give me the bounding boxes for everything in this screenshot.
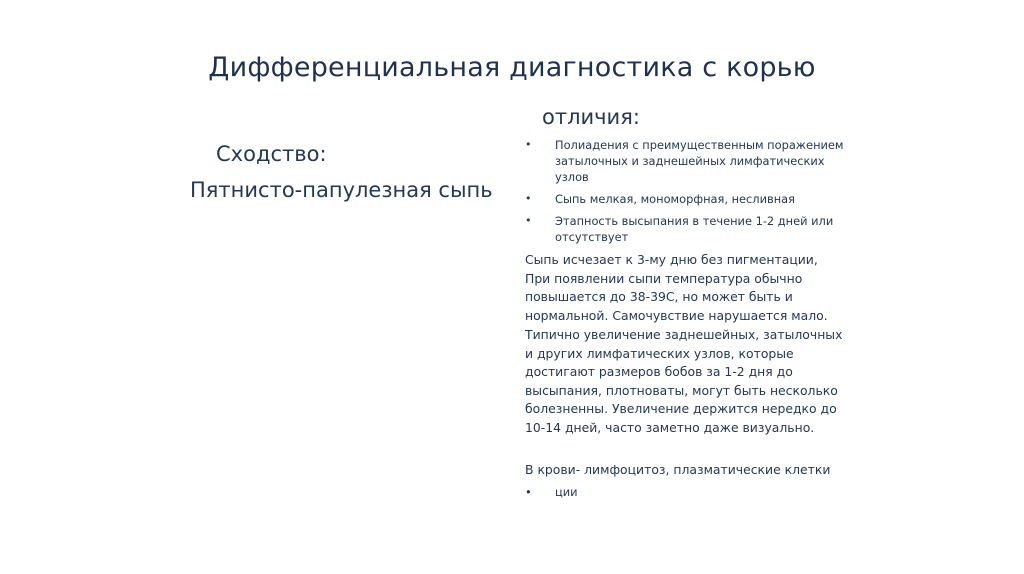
bullet-item	[525, 213, 855, 245]
differences-bullet-list	[525, 137, 855, 251]
paragraph-lymph-nodes: Типично увеличение заднешейных, затылочных и других лимфатических узлов, которые достигают размеров бобов за 1-2 дня до высыпания, плотноваты, могут быть несколько болезненны. Увеличение держится нередко до 10-14 дней, часто заметно даже визуально.	[525, 327, 843, 435]
similarity-text: Пятнисто-папулезная сыпь	[190, 178, 493, 202]
paragraph-rash: Сыпь исчезает к 3-му дню без пигментации, При появлении сыпи температура обычно повышается до 38-39С, но может быть и нормальной. Самочувствие нарушается мало.	[525, 252, 828, 323]
bullet-item	[525, 137, 855, 185]
bullet-dot: •	[525, 192, 532, 205]
similarity-heading: Сходство:	[216, 142, 327, 166]
paragraph-blood: В крови- лимфоцитоз, плазматические клетки	[525, 462, 831, 477]
differences-heading: отличия:	[542, 105, 640, 129]
bullet-dot: •	[525, 138, 532, 151]
bullet-text: Полиадения с преимущественным поражением затылочных и заднешейных лимфатических узлов	[555, 138, 844, 184]
bullet-dot: •	[525, 214, 532, 227]
bullet-text: ции	[555, 485, 578, 499]
bullet-dot: •	[525, 485, 532, 499]
bullet-text: Сыпь мелкая, мономорфная, несливная	[555, 192, 795, 206]
bullet-item	[525, 191, 855, 207]
slide-title: Дифференциальная диагностика с корью	[208, 52, 816, 83]
bullet-text: Этапность высыпания в течение 1-2 дней или отсутствует	[555, 214, 834, 244]
